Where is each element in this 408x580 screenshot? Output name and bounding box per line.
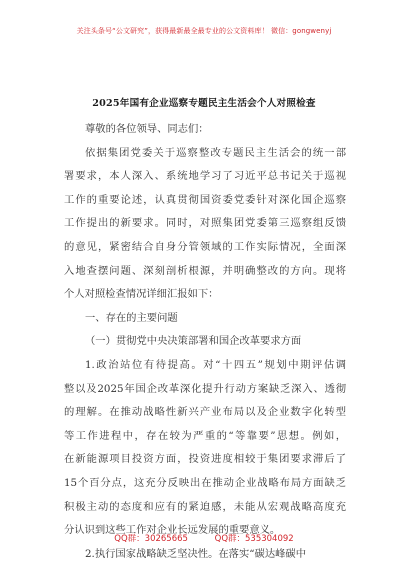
section-heading: 一、存在的主要问题 <box>85 311 178 324</box>
greeting <box>64 118 346 142</box>
paragraph-line: 入地查摆问题、深刻剖析根源，并明确整改的方向。现将 <box>64 264 346 277</box>
paragraph-line: 署要求，本人深入、系统地学习了习近平总书记关于巡视 <box>64 170 346 183</box>
paragraph-line: 个人对照检查情况详细汇报如下： <box>64 288 219 301</box>
greeting-text: 尊敬的各位领导、同志们： <box>85 123 209 135</box>
paragraph-line: 依据集团党委关于巡察整改专题民主生活会的统一部 <box>85 146 346 159</box>
item-1-paragraph <box>64 354 346 543</box>
paragraph-line: 的理解。在推动战略性新兴产业布局以及企业数字化转型 <box>64 406 346 419</box>
promo-header: 关注头条号“公文研究”，获得最新最全最专业的公文资料库！ 微信：gongwenyj <box>76 27 332 35</box>
intro-paragraph <box>64 142 346 307</box>
paragraph-line: 工作的重要论述，认真贯彻国资委党委针对深化国企巡察 <box>64 193 346 206</box>
paragraph-line: 积极主动的态度和应有的紧迫感，未能从宏观战略高度充 <box>64 500 346 513</box>
paragraph-line: 分认识到这些工作对企业长远发展的重要意义。 <box>64 524 281 537</box>
paragraph-line: 等工作进程中，存在较为严重的“等靠要”思想。例如， <box>64 429 346 442</box>
document-body <box>64 118 346 566</box>
paragraph-line: 15个百分点，这充分反映出在推动企业战略布局方面缺乏 <box>64 476 346 489</box>
document-title: 2025年国有企业巡察专题民主生活会个人对照检查 <box>92 98 316 109</box>
paragraph-line: 在新能源项目投资方面，投资进度相较于集团要求滞后了 <box>64 453 346 466</box>
paragraph-line: 整以及2025年国企改革深化提升行动方案缺乏深入、透彻 <box>64 382 346 395</box>
paragraph-line: 1.政治站位有待提高。对“十四五”规划中期评估调 <box>85 358 346 371</box>
qq-group-2: QQ群：535304092 <box>214 534 294 544</box>
item-2-start: 2.执行国家战略缺乏坚决性。在落实“碳达峰碳中 <box>85 547 307 560</box>
paragraph-line: 工作提出的新要求。同时，对照集团党委第三巡察组反馈 <box>64 217 346 230</box>
paragraph-line: 的意见，紧密结合自身分管领域的工作实际情况，全面深 <box>64 240 346 253</box>
footer <box>0 532 408 544</box>
subsection-heading: （一）贯彻党中央决策部署和国企改革要求方面 <box>85 335 302 348</box>
qq-group-1: QQ群：30265665 <box>114 534 188 544</box>
